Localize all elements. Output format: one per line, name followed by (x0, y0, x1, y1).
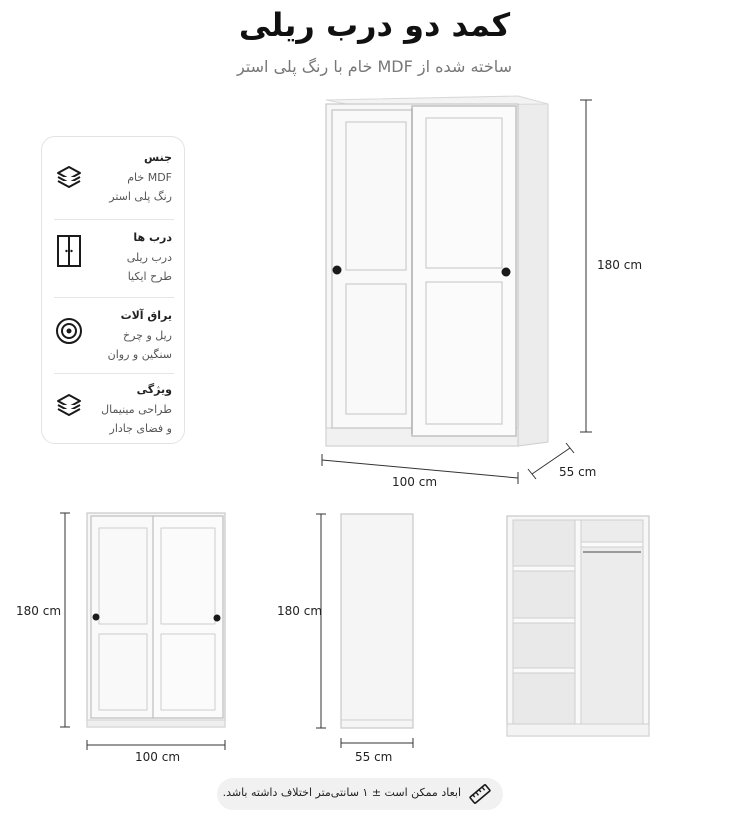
front-height-label: 180 cm (16, 604, 62, 618)
spec-heading: ویژگی (136, 383, 172, 396)
side-depth-label: 55 cm (355, 750, 393, 764)
tolerance-note-text: ابعاد ممکن است ± ۱ سانتی‌متر اختلاف داشته باشد. (222, 786, 461, 799)
spec-line: ریل و چرخ (123, 329, 172, 342)
spec-line: و فضای جادار (109, 422, 172, 435)
spec-card (41, 136, 185, 444)
front-view-illustration (55, 508, 245, 760)
page-subtitle: ساخته شده از MDF خام با رنگ پلی استر (236, 57, 513, 76)
ruler-icon (469, 784, 491, 804)
interior-view-illustration (505, 514, 655, 742)
side-height-label: 180 cm (277, 604, 323, 618)
tolerance-note (217, 778, 503, 810)
layers-icon (54, 159, 84, 191)
spec-line: MDF خام (127, 171, 172, 184)
spec-heading: درب ها (133, 231, 172, 244)
spec-heading: یراق آلات (120, 309, 172, 322)
spec-heading: جنس (144, 151, 172, 164)
wheel-icon (54, 315, 84, 347)
main-wardrobe-illustration (300, 90, 620, 490)
spec-line: درب ریلی (126, 251, 172, 264)
spec-line: رنگ پلی استر (109, 190, 172, 203)
spec-doors (52, 231, 176, 286)
spec-line: طرح ایکیا (127, 270, 172, 283)
divider (54, 297, 174, 298)
main-width-label: 100 cm (392, 475, 438, 489)
side-view-illustration (305, 508, 425, 760)
door-handle (93, 614, 100, 621)
double-door-icon (54, 235, 84, 267)
main-depth-label: 55 cm (559, 465, 597, 479)
spec-hardware (52, 309, 176, 364)
spec-line: طراحی مینیمال (101, 403, 172, 416)
layers-icon (54, 387, 84, 419)
door-handle (502, 268, 511, 277)
page-title: کمد دو درب ریلی (238, 6, 511, 44)
spec-line: سنگین و روان (107, 348, 172, 361)
divider (54, 219, 174, 220)
spec-feature (52, 383, 176, 438)
door-handle (333, 266, 342, 275)
front-width-label: 100 cm (135, 750, 181, 764)
main-height-label: 180 cm (597, 258, 643, 272)
spec-material (52, 151, 176, 206)
door-handle (214, 615, 221, 622)
divider (54, 373, 174, 374)
